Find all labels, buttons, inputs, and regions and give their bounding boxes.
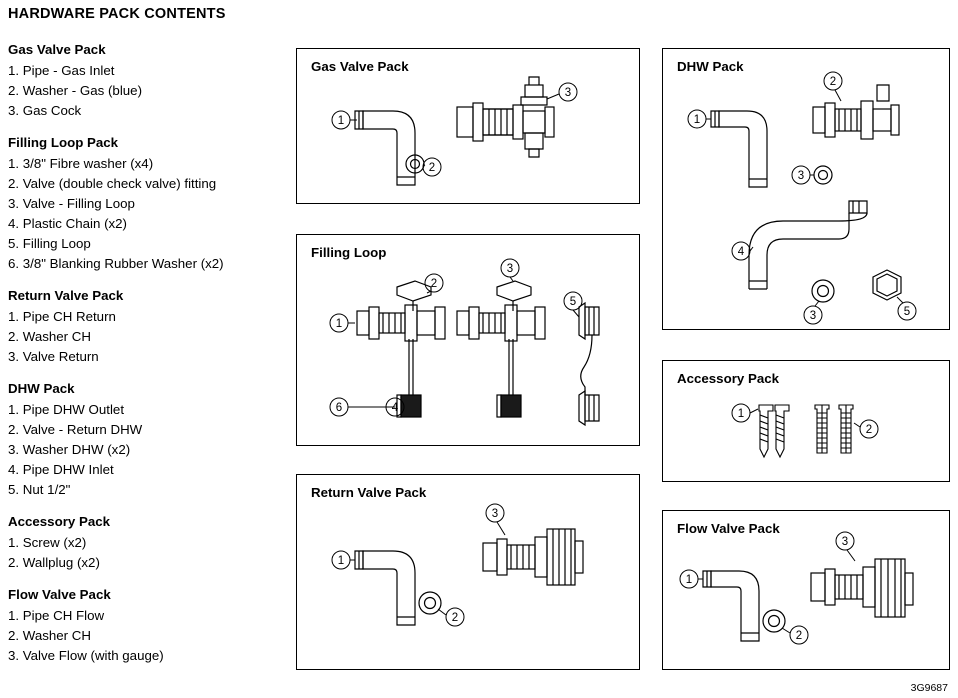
section-title: Flow Valve Pack	[8, 587, 111, 602]
section-return-valve-pack	[8, 286, 288, 367]
section-item: 1. Pipe DHW Outlet	[8, 402, 125, 417]
section-item: 4. Pipe DHW Inlet	[8, 462, 114, 477]
section-item: 1. 3/8" Fibre washer (x4)	[8, 156, 154, 171]
panel-filling-loop	[296, 234, 640, 446]
section-item: 3. Valve Return	[8, 349, 99, 364]
callout-3: 3	[841, 536, 849, 548]
section-item: 3. Gas Cock	[8, 103, 82, 118]
section-gas-valve-pack	[8, 40, 288, 121]
callout-1: 1	[693, 114, 701, 126]
section-item: 5. Nut 1/2"	[8, 482, 71, 497]
panel-title: Gas Valve Pack	[311, 59, 409, 74]
section-item: 3. Valve Flow (with gauge)	[8, 648, 164, 663]
callout-1: 1	[337, 555, 345, 567]
section-item: 2. Valve - Return DHW	[8, 422, 143, 437]
callout-4: 4	[737, 246, 745, 258]
callout-2: 2	[430, 278, 438, 290]
section-accessory-pack	[8, 512, 288, 573]
callout-2: 2	[428, 162, 436, 174]
section-filling-loop-pack	[8, 133, 288, 274]
panel-flow-valve-pack	[662, 510, 950, 670]
section-item: 2. Washer - Gas (blue)	[8, 83, 142, 98]
flow-valve-pack-diagram	[663, 511, 951, 671]
section-item: 2. Washer CH	[8, 628, 92, 643]
section-dhw-pack	[8, 379, 288, 500]
page-title: HARDWARE PACK CONTENTS	[8, 6, 226, 22]
callout-3: 3	[506, 263, 514, 275]
section-title: Return Valve Pack	[8, 288, 124, 303]
section-title: Accessory Pack	[8, 514, 111, 529]
callout-6: 6	[335, 402, 343, 414]
callout-5: 5	[569, 296, 577, 308]
section-title: Gas Valve Pack	[8, 42, 106, 57]
callout-1: 1	[685, 574, 693, 586]
section-title: Filling Loop Pack	[8, 135, 119, 150]
callout-1: 1	[337, 115, 345, 127]
callout-1: 1	[335, 318, 343, 330]
callout-3b: 3	[809, 310, 817, 322]
panel-return-valve-pack	[296, 474, 640, 670]
dhw-pack-diagram	[663, 49, 951, 331]
callout-3: 3	[491, 508, 499, 520]
panel-title: Filling Loop	[311, 245, 387, 260]
callout-2: 2	[865, 424, 873, 436]
section-item: 2. Washer CH	[8, 329, 92, 344]
section-item: 3. Washer DHW (x2)	[8, 442, 131, 457]
panel-dhw-pack	[662, 48, 950, 330]
section-item: 1. Pipe CH Flow	[8, 608, 105, 623]
section-item: 3. Valve - Filling Loop	[8, 196, 135, 211]
callout-3: 3	[797, 170, 805, 182]
section-item: 6. 3/8" Blanking Rubber Washer (x2)	[8, 256, 224, 271]
section-item: 2. Valve (double check valve) fitting	[8, 176, 217, 191]
parts-list	[8, 40, 288, 678]
panel-gas-valve-pack	[296, 48, 640, 204]
panel-title: DHW Pack	[677, 59, 744, 74]
section-item: 5. Filling Loop	[8, 236, 91, 251]
section-title: DHW Pack	[8, 381, 75, 396]
callout-3: 3	[564, 87, 572, 99]
panel-title: Flow Valve Pack	[677, 521, 780, 536]
section-item: 1. Screw (x2)	[8, 535, 87, 550]
document-code: 3G9687	[910, 682, 948, 694]
section-item: 2. Wallplug (x2)	[8, 555, 100, 570]
callout-1: 1	[737, 408, 745, 420]
callout-2: 2	[829, 76, 837, 88]
section-item: 1. Pipe - Gas Inlet	[8, 63, 115, 78]
callout-2: 2	[795, 630, 803, 642]
callout-5: 5	[903, 306, 911, 318]
gas-valve-pack-diagram	[297, 49, 641, 205]
section-item: 4. Plastic Chain (x2)	[8, 216, 127, 231]
section-flow-valve-pack	[8, 585, 288, 666]
panel-title: Return Valve Pack	[311, 485, 427, 500]
return-valve-pack-diagram	[297, 475, 641, 671]
panel-accessory-pack	[662, 360, 950, 482]
accessory-pack-diagram	[663, 361, 951, 483]
filling-loop-diagram	[297, 235, 641, 447]
callout-4: 4	[391, 402, 399, 414]
callout-2: 2	[451, 612, 459, 624]
panel-title: Accessory Pack	[677, 371, 780, 386]
section-item: 1. Pipe CH Return	[8, 309, 116, 324]
